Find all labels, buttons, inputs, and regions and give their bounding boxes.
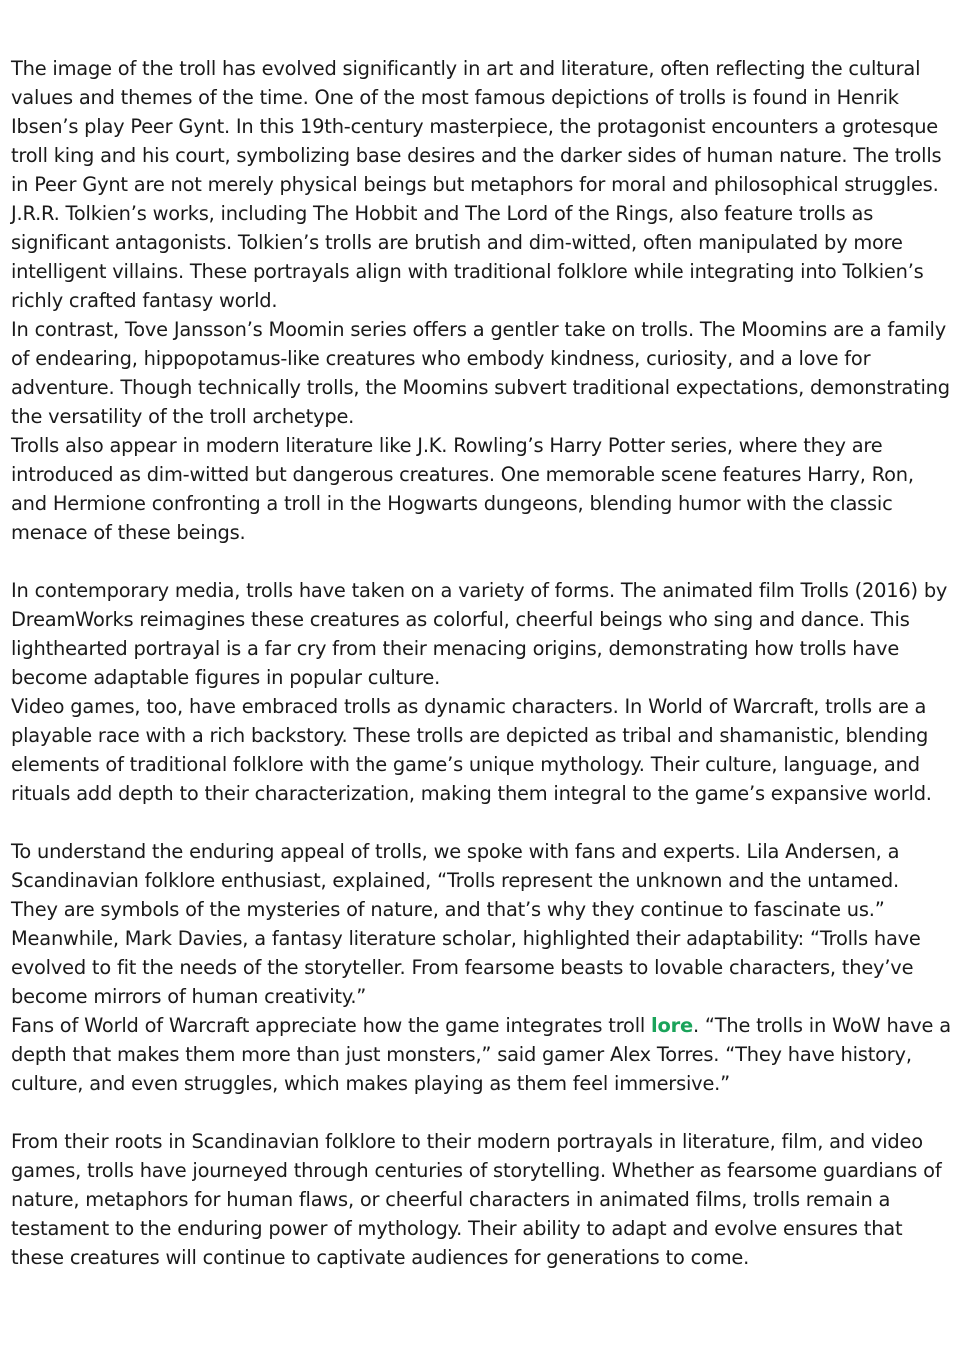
wow-fans-text-before: Fans of World of Warcraft appreciate how the game integrates troll bbox=[11, 1014, 652, 1037]
section-fans bbox=[11, 837, 951, 1098]
section-gap bbox=[11, 808, 951, 837]
paragraph-trolls-film: In contemporary media, trolls have taken on a variety of forms. The animated film Trolls (2016) by DreamWorks reimagines these creatures as colorful, cheerful beings who sing and dance. This lighthearted portrayal is a far cry from their menacing origins, demonstrating how trolls have become adaptable figures in popular culture. bbox=[11, 579, 948, 689]
paragraph-mark-davies: Meanwhile, Mark Davies, a fantasy literature scholar, highlighted their adaptability: “Trolls have evolved to fit the needs of the storyteller. From fearsome beasts to lovable characters, they’ve become mirrors of human creativity.” bbox=[11, 927, 921, 1008]
section-gap bbox=[11, 547, 951, 576]
paragraph-conclusion: From their roots in Scandinavian folklore to their modern portrayals in literature, film, and video games, trolls have journeyed through centuries of storytelling. Whether as fearsome guardians of nature, metaphors for human flaws, or cheerful characters in animated films, trolls remain a testament to the enduring power of mythology. Their ability to adapt and evolve ensures that these creatures will continue to captivate audiences for generations to come. bbox=[11, 1130, 942, 1269]
section-media bbox=[11, 576, 951, 808]
section-conclusion bbox=[11, 1127, 951, 1272]
lore-link[interactable]: lore bbox=[651, 1014, 693, 1037]
article-body bbox=[11, 54, 951, 1272]
paragraph-lila-andersen: To understand the enduring appeal of trolls, we spoke with fans and experts. Lila Andersen, a Scandinavian folklore enthusiast, explained, “Trolls represent the unknown and the untamed. They are symbols of the mysteries of nature, and that’s why they continue to fascinate us.” bbox=[11, 840, 900, 921]
section-literature bbox=[11, 54, 951, 547]
paragraph-video-games: Video games, too, have embraced trolls as dynamic characters. In World of Warcraft, trolls are a playable race with a rich backstory. These trolls are depicted as tribal and shamanistic, blending elements of traditional folklore with the game’s unique mythology. Their culture, language, and rituals add depth to their characterization, making them integral to the game’s expansive world. bbox=[11, 695, 932, 805]
paragraph-harry-potter: Trolls also appear in modern literature like J.K. Rowling’s Harry Potter series, where they are introduced as dim-witted but dangerous creatures. One memorable scene features Harry, Ron, and Hermione confronting a troll in the Hogwarts dungeons, blending humor with the classic menace of these beings. bbox=[11, 434, 914, 544]
wow-fans-text-after: . “The trolls in WoW have a depth that makes them more than just monsters,” said gamer Alex Torres. “They have history, culture, and even struggles, which makes playing as them feel immersive.” bbox=[11, 1014, 951, 1095]
section-gap bbox=[11, 1098, 951, 1127]
paragraph-tolkien: J.R.R. Tolkien’s works, including The Hobbit and The Lord of the Rings, also feature trolls as significant antagonists. Tolkien’s trolls are brutish and dim-witted, often manipulated by more intelligent villains. These portrayals align with traditional folklore while integrating into Tolkien’s richly crafted fantasy world. bbox=[11, 202, 924, 312]
paragraph-moomin: In contrast, Tove Jansson’s Moomin series offers a gentler take on trolls. The Moomins are a family of endearing, hippopotamus-like creatures who embody kindness, curiosity, and a love for adventure. Though technically trolls, the Moomins subvert traditional expectations, demonstrating the versatility of the troll archetype. bbox=[11, 318, 950, 428]
paragraph-wow-fans bbox=[11, 1011, 951, 1098]
paragraph-ibsen: The image of the troll has evolved significantly in art and literature, often reflecting the cultural values and themes of the time. One of the most famous depictions of trolls is found in Henrik Ibsen’s play Peer Gynt. In this 19th-century masterpiece, the protagonist encounters a grotesque troll king and his court, symbolizing base desires and the darker sides of human nature. The trolls in Peer Gynt are not merely physical beings but metaphors for moral and philosophical struggles. bbox=[11, 57, 942, 196]
